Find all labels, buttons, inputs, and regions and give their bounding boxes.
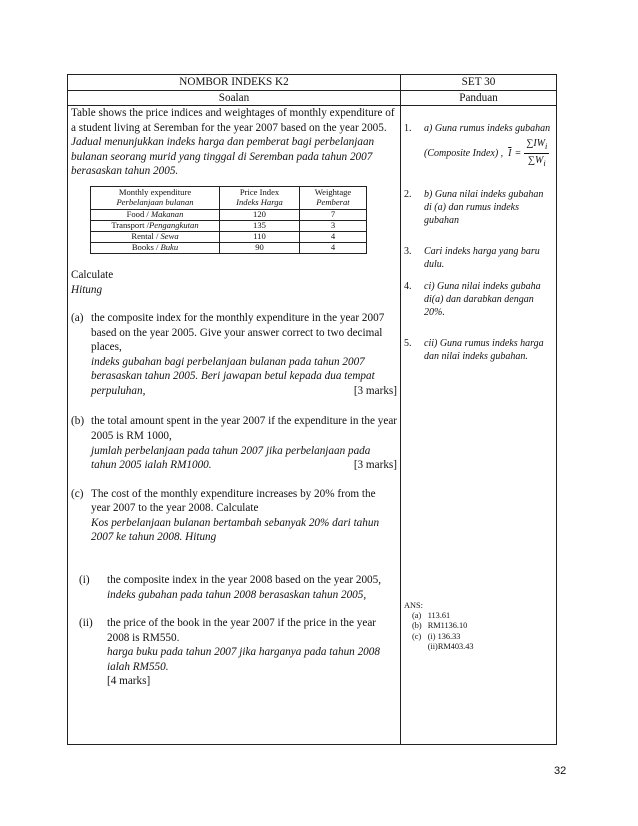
intro-malay: Jadual menunjukkan indeks harga dan pemberat bagi perbelanjaan bulanan seorang murid yang tinggal di Seremban pada tahun 2007 berasaskan tahun 2005. xyxy=(71,136,375,178)
question-c-ii xyxy=(71,616,397,689)
answer-row: (a) 113.61 xyxy=(412,611,451,621)
calculate-label-malay: Hitung xyxy=(71,283,103,296)
table-header-cell: Monthly expenditure Perbelanjaan bulanan xyxy=(91,186,220,209)
guide-item: 5. cii) Guna rumus indeks harga dan nilai indeks gubahan. xyxy=(404,337,544,362)
table-cell: Food / Makanan xyxy=(91,209,220,220)
question-c-english: The cost of the monthly expenditure increases by 20% from the year 2007 to the year 2008. Calculate xyxy=(91,487,376,515)
question-b-english: the total amount spent in the year 2007 if the expenditure in the year 2005 is RM 1000, xyxy=(91,415,398,442)
table-header-row xyxy=(91,186,367,209)
question-a-english: the composite index for the monthly expenditure in the year 2007 based on the year 2005. Give your answer correct to two decimal places, xyxy=(91,312,385,354)
question-c-i-english: the composite index in the year 2008 based on the year 2005, xyxy=(107,573,382,586)
composite-index-formula: (Composite Index) , $\overline{I}$ = $\frac{\sum IW_i}{\sum W_i}$ xyxy=(424,138,548,168)
worksheet-table xyxy=(67,74,557,745)
question-c-i xyxy=(71,573,397,602)
question-cell xyxy=(68,106,401,745)
table-row xyxy=(91,231,367,242)
marks-c: [4 marks] xyxy=(107,675,151,688)
question-c xyxy=(71,487,397,545)
table-cell: Transport /Pengangkutan xyxy=(91,220,220,231)
table-cell: 7 xyxy=(300,209,367,220)
price-index-table xyxy=(90,186,367,254)
table-row xyxy=(91,209,367,220)
table-header-cell: Weightage Pemberat xyxy=(300,186,367,209)
table-cell: Rental / Sewa xyxy=(91,231,220,242)
question-c-i-malay: indeks gubahan pada tahun 2008 berasaskan tahun 2005, xyxy=(107,588,367,601)
table-header-cell: Price Index Indeks Harga xyxy=(220,186,300,209)
question-b xyxy=(71,414,397,472)
question-c-ii-malay: harga buku pada tahun 2007 jika harganya pada tahun 2008 ialah RM550. xyxy=(107,646,380,673)
answers-list xyxy=(412,611,480,652)
question-c-label: (c) xyxy=(71,487,84,500)
question-c-malay: Kos perbelanjaan bulanan bertambah sebanyak 20% dari tahun 2007 ke tahun 2008. Hitung xyxy=(91,516,380,544)
table-cell: 4 xyxy=(300,242,367,253)
table-cell: 135 xyxy=(220,220,300,231)
table-cell: 110 xyxy=(220,231,300,242)
table-row xyxy=(91,220,367,231)
marks-b: [3 marks] xyxy=(353,459,397,472)
question-b-malay: jumlah perbelanjaan pada tahun 2007 jika perbelanjaan pada tahun 2005 ialah RM1000. [3 marks] xyxy=(91,444,397,472)
answers-label: ANS: xyxy=(404,600,423,610)
table-cell: 3 xyxy=(300,220,367,231)
column-heading-guide: Panduan xyxy=(401,90,557,106)
page-number: 32 xyxy=(554,765,567,777)
guide-item: 1. a) Guna rumus indeks gubahan (Composite Index) , $\overline{I}$ = $\frac{\sum IW_i}{\sum W_i}$ xyxy=(404,122,553,170)
answers-block xyxy=(404,601,553,653)
question-c-ii-english: the price of the book in the year 2007 if the price in the year 2008 is RM550. xyxy=(107,617,377,644)
marks-a: [3 marks] xyxy=(353,384,397,397)
set-label: SET 30 xyxy=(401,75,557,91)
question-c-i-label: (i) xyxy=(79,573,90,586)
guide-item: 3. Cari indeks harga yang baru dulu. xyxy=(404,245,540,270)
column-heading-questions: Soalan xyxy=(68,90,401,106)
table-row xyxy=(91,242,367,253)
answer-row: (ii)RM403.43 xyxy=(427,642,474,652)
answer-row: (c) (i) 136.33 xyxy=(412,631,461,641)
question-c-ii-label: (ii) xyxy=(79,617,93,630)
question-b-label: (b) xyxy=(71,415,85,428)
guide-item: 2. b) Guna nilai indeks gubahan di (a) dan rumus indeks gubahan xyxy=(404,188,544,226)
calculate-label: Calculate xyxy=(71,268,114,281)
table-cell: 4 xyxy=(300,231,367,242)
guide-item: 4. ci) Guna nilai indeks gubaha di(a) dan darabkan dengan 20%. xyxy=(404,280,541,318)
question-a-label: (a) xyxy=(71,312,84,325)
answer-row: (b) RM1136.10 xyxy=(412,621,468,631)
question-a xyxy=(71,311,397,398)
worksheet-title: NOMBOR INDEKS K2 xyxy=(68,75,401,91)
table-cell: 120 xyxy=(220,209,300,220)
table-cell: Books / Buku xyxy=(91,242,220,253)
question-a-malay: indeks gubahan bagi perbelanjaan bulanan pada tahun 2007 berasaskan tahun 2005. Beri jawapan betul kepada dua tempat perpuluhan, [3 marks] xyxy=(91,355,397,397)
intro-english: Table shows the price indices and weightages of monthly expenditure of a student living at Seremban for the year 2007 based on the year 2005. xyxy=(71,107,395,134)
guide-cell xyxy=(401,106,557,745)
table-cell: 90 xyxy=(220,242,300,253)
